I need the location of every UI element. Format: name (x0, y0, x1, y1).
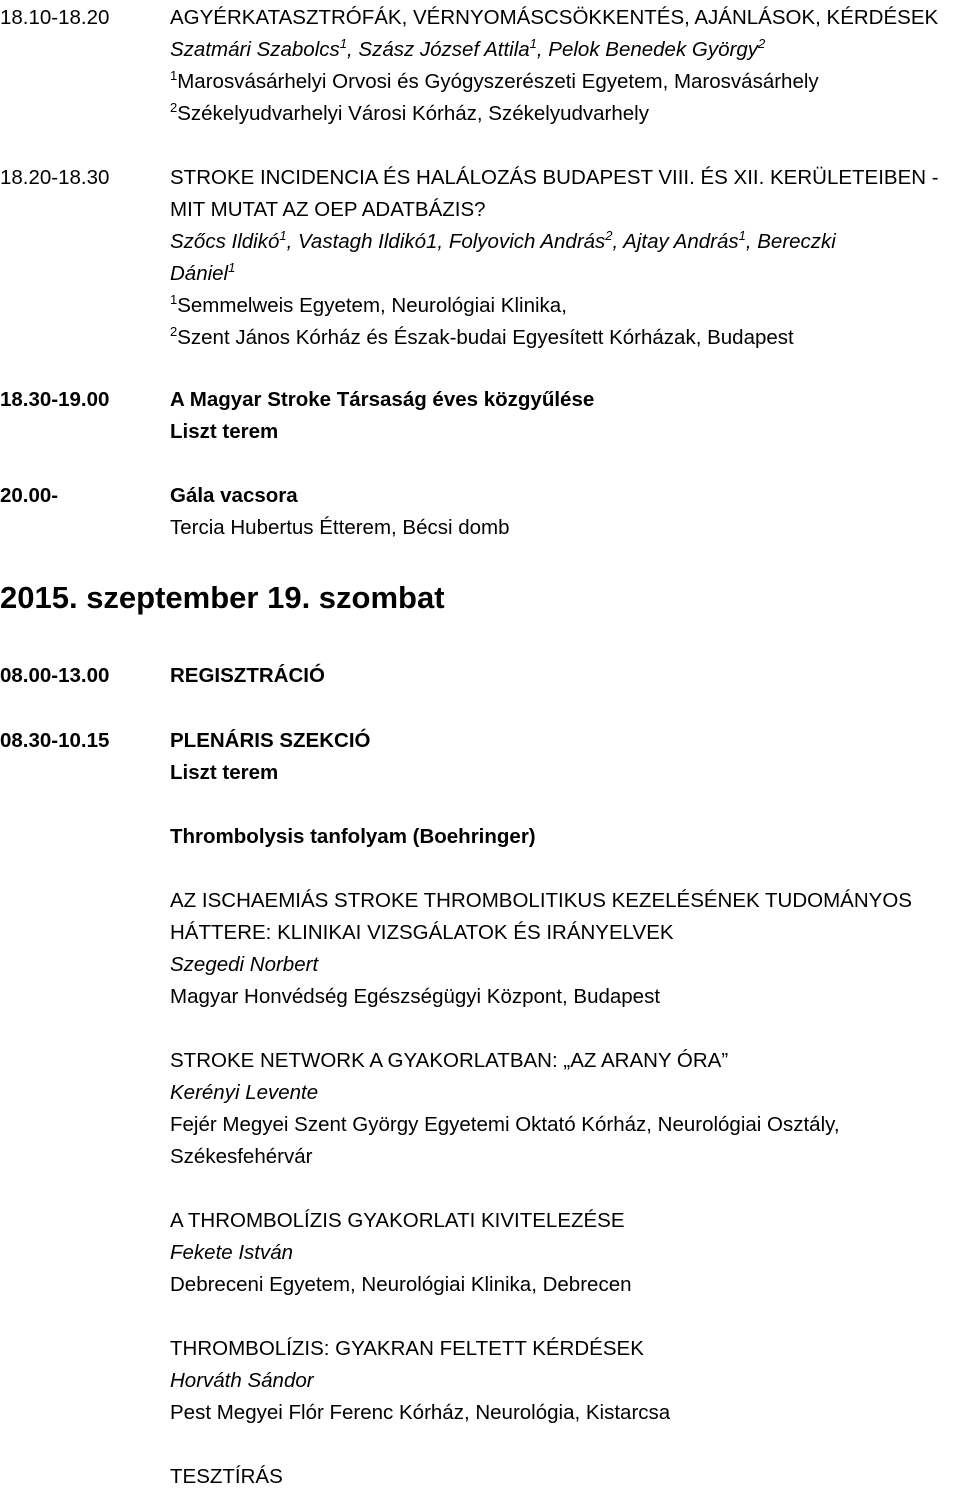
session-affiliation (170, 322, 952, 354)
author-sup: 2 (757, 36, 766, 51)
talk-title: STROKE NETWORK A GYAKORLATBAN: „AZ ARANY ÓRA” (170, 1049, 729, 1072)
session-title: AGYÉRKATASZTRÓFÁK, VÉRNYOMÁSCSÖKKENTÉS, AJÁNLÁSOK, KÉRDÉSEK (170, 6, 939, 29)
talk-title: A THROMBOLÍZIS GYAKORLATI KIVITELEZÉSE (170, 1209, 625, 1232)
session-affiliation (170, 66, 952, 98)
session-time: 20.00- (0, 484, 59, 507)
affiliation-text: Székelyudvarhelyi Városi Kórház, Székelyudvarhely (177, 102, 649, 125)
affiliation-text: Marosvásárhelyi Orvosi és Gyógyszerészeti Egyetem, Marosvásárhely (177, 70, 819, 93)
session-location: Liszt terem (170, 761, 279, 784)
talk-affiliation: Magyar Honvédség Egészségügyi Központ, Budapest (170, 985, 661, 1008)
talk-title: HÁTTERE: KLINIKAI VIZSGÁLATOK ÉS IRÁNYELVEK (170, 921, 674, 944)
author-sup: 1 (279, 228, 287, 243)
author: , Szász József Attila (347, 38, 530, 61)
session-authors (170, 34, 952, 66)
affiliation-sup: 2 (170, 324, 178, 339)
talk-item (170, 1205, 952, 1301)
course-title: Thrombolysis tanfolyam (Boehringer) (170, 825, 536, 848)
author-sup: 1 (738, 228, 746, 243)
talk-item (170, 1045, 952, 1173)
author: , Vastagh Ildikó1, Folyovich András (286, 230, 606, 253)
affiliation-text: Semmelweis Egyetem, Neurológiai Klinika, (177, 294, 567, 317)
talk-affiliation: Fejér Megyei Szent György Egyetemi Oktató Kórház, Neurológiai Osztály, (170, 1113, 840, 1136)
talk-speaker: Horváth Sándor (170, 1369, 314, 1392)
author: , Pelok Benedek György (536, 38, 758, 61)
author: Dániel (170, 262, 229, 285)
author-sup: 1 (339, 36, 347, 51)
talk-title: THROMBOLÍZIS: GYAKRAN FELTETT KÉRDÉSEK (170, 1337, 644, 1360)
session-time: 08.00-13.00 (0, 664, 110, 687)
author: Szőcs Ildikó (170, 230, 280, 253)
talk-speaker: Fekete István (170, 1241, 294, 1264)
talk-title: AZ ISCHAEMIÁS STROKE THROMBOLITIKUS KEZELÉSÉNEK TUDOMÁNYOS (170, 889, 912, 912)
session-location: Liszt terem (170, 420, 279, 443)
talk-affiliation: Debreceni Egyetem, Neurológiai Klinika, Debrecen (170, 1273, 632, 1296)
session-affiliation (170, 290, 952, 322)
talk-affiliation: Székesfehérvár (170, 1145, 313, 1168)
affiliation-sup: 2 (170, 100, 178, 115)
author-sup: 1 (228, 260, 236, 275)
session-affiliation (170, 98, 952, 130)
session-authors (170, 258, 952, 290)
talk-item (170, 885, 952, 1013)
author: , Bereczki (745, 230, 836, 253)
talk-item (170, 1333, 952, 1429)
affiliation-sup: 1 (170, 68, 178, 83)
author-sup: 2 (605, 228, 613, 243)
session-time: 18.10-18.20 (0, 6, 110, 29)
session-time: 18.20-18.30 (0, 166, 110, 189)
talk-affiliation: Pest Megyei Flór Ferenc Kórház, Neurológia, Kistarcsa (170, 1401, 671, 1424)
session-location: Tercia Hubertus Étterem, Bécsi domb (170, 516, 510, 539)
session-time: 18.30-19.00 (0, 388, 110, 411)
session-title: MIT MUTAT AZ OEP ADATBÁZIS? (170, 198, 486, 221)
talk-speaker: Szegedi Norbert (170, 953, 319, 976)
day-heading: 2015. szeptember 19. szombat (0, 580, 445, 615)
session-authors (170, 226, 952, 258)
session-title: STROKE INCIDENCIA ÉS HALÁLOZÁS BUDAPEST VIII. ÉS XII. KERÜLETEIBEN - (170, 166, 939, 189)
session-title: PLENÁRIS SZEKCIÓ (170, 729, 371, 752)
session-title: Gála vacsora (170, 484, 298, 507)
test-item: TESZTÍRÁS (170, 1465, 283, 1488)
affiliation-text: Szent János Kórház és Észak-budai Egyesített Kórházak, Budapest (177, 326, 794, 349)
talk-speaker: Kerényi Levente (170, 1081, 319, 1104)
affiliation-sup: 1 (170, 292, 178, 307)
session-time: 08.30-10.15 (0, 729, 110, 752)
session-title: REGISZTRÁCIÓ (170, 664, 325, 687)
author: Szatmári Szabolcs (170, 38, 340, 61)
author: , Ajtay András (612, 230, 739, 253)
author-sup: 1 (529, 36, 537, 51)
session-title: A Magyar Stroke Társaság éves közgyűlése (170, 388, 595, 411)
